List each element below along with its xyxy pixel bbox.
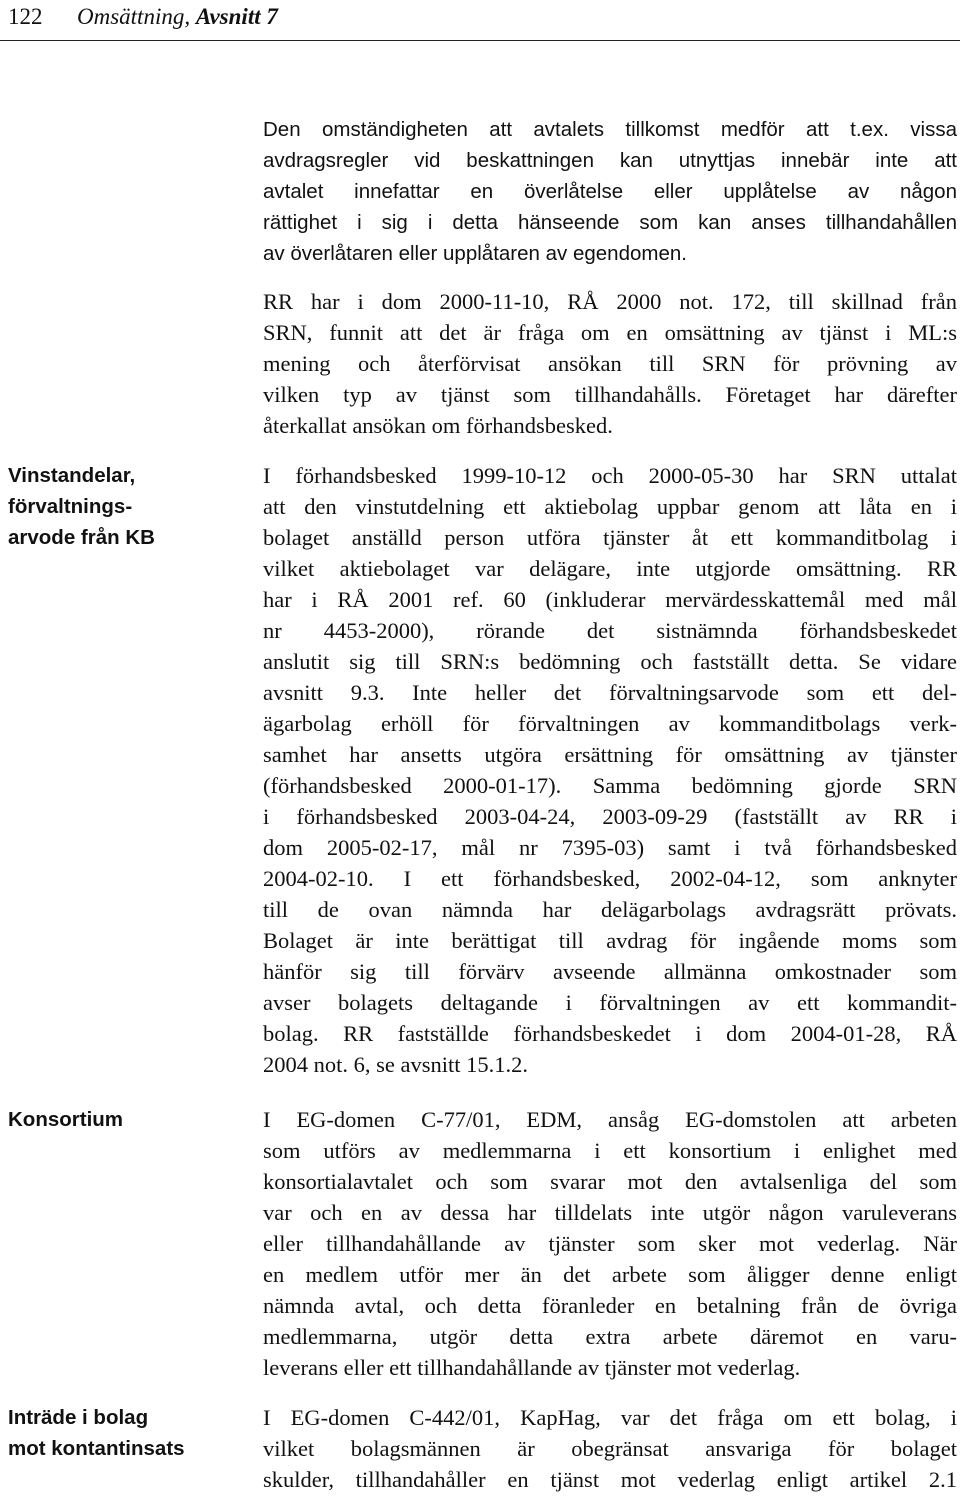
paragraph-4 <box>263 1104 957 1383</box>
sidenote-line: Konsortium <box>8 1108 124 1131</box>
sidenote-konsortium <box>8 1104 248 1135</box>
text-line: var och en av dessa har tilldelats inte utgör någon varuleverans <box>263 1200 957 1225</box>
text-line: RR har i dom 2000-11-10, RÅ 2000 not. 172, till skillnad från <box>263 289 957 314</box>
text-line: 2004 not. 6, se avsnitt 15.1.2. <box>263 1052 528 1077</box>
page-number: 122 <box>8 4 43 29</box>
text-line: I EG-domen C-442/01, KapHag, var det fråga om ett bolag, i <box>263 1405 957 1430</box>
paragraph-5 <box>263 1402 957 1495</box>
text-line: avser bolagets deltagande i förvaltningen av ett kommandit- <box>263 990 957 1015</box>
text-line: nr 4453-2000), rörande det sistnämnda förhandsbeskedet <box>263 618 957 643</box>
running-header <box>8 2 278 32</box>
text-line: har i RÅ 2001 ref. 60 (inkluderar mervärdesskattemål med mål <box>263 587 957 612</box>
text-line: avtalet innefattar en överlåtelse eller upplåtelse av någon <box>263 180 957 203</box>
sidenote-line: förvaltnings- <box>8 495 133 518</box>
text-line: en medlem utför mer än det arbete som åligger denne enligt <box>263 1262 957 1287</box>
text-line: (förhandsbesked 2000-01-17). Samma bedömning gjorde SRN <box>263 773 957 798</box>
text-line: till de ovan nämnda har delägarbolags avdragsrätt prövats. <box>263 897 957 922</box>
text-line: ägarbolag erhöll för förvaltningen av kommanditbolags verk- <box>263 711 957 736</box>
sidenote-line: Vinstandelar, <box>8 464 136 487</box>
text-line: leverans eller ett tillhandahållande av tjänster mot vederlag. <box>263 1355 801 1380</box>
text-line: av överlåtaren eller upplåtaren av egendomen. <box>263 242 687 265</box>
text-line: dom 2005-02-17, mål nr 7395-03) samt i två förhandsbesked <box>263 835 957 860</box>
text-line: medlemmarna, utgör detta extra arbete däremot en varu- <box>263 1324 957 1349</box>
text-line: avsnitt 9.3. Inte heller det förvaltningsarvode som ett del- <box>263 680 957 705</box>
text-line: att den vinstutdelning ett aktiebolag uppbar genom att låta en i <box>263 494 957 519</box>
text-line: Den omständigheten att avtalets tillkomst medför att t.ex. vissa <box>263 118 957 141</box>
text-line: vilken typ av tjänst som tillhandahålls. Företaget har därefter <box>263 382 957 407</box>
text-line: 2004-02-10. I ett förhandsbesked, 2002-04-12, som anknyter <box>263 866 957 891</box>
sidenote-vinstandelar <box>8 460 248 553</box>
sidenote-line: arvode från KB <box>8 526 155 549</box>
text-line: mening och återförvisat ansökan till SRN för prövning av <box>263 351 957 376</box>
paragraph-2 <box>263 286 957 441</box>
text-line: eller tillhandahållande av tjänster som sker mot vederlag. När <box>263 1231 957 1256</box>
text-line: skulder, tillhandahåller en tjänst mot vederlag enligt artikel 2.1 <box>263 1467 957 1492</box>
text-line: Bolaget är inte berättigat till avdrag för ingående moms som <box>263 928 957 953</box>
sidenote-line: Inträde i bolag <box>8 1406 149 1429</box>
header-rule <box>0 40 960 41</box>
text-line: nämnda avtal, och detta föranleder en betalning från de övriga <box>263 1293 957 1318</box>
paragraph-1 <box>263 114 957 269</box>
text-line: avdragsregler vid beskattningen kan utnyttjas innebär inte att <box>263 149 957 172</box>
section-title: Avsnitt 7 <box>195 4 278 29</box>
text-line: i förhandsbesked 2003-04-24, 2003-09-29 (fastställt av RR i <box>263 804 957 829</box>
chapter-title: Omsättning, <box>77 4 191 29</box>
paragraph-3 <box>263 460 957 1080</box>
text-line: anslutit sig till SRN:s bedömning och fastställt detta. Se vidare <box>263 649 957 674</box>
text-line: konsortialavtalet och som svarar mot den avtalsenliga del som <box>263 1169 957 1194</box>
text-line: bolaget anställd person utföra tjänster åt ett kommanditbolag i <box>263 525 957 550</box>
text-line: vilket bolagsmännen är obegränsat ansvariga för bolaget <box>263 1436 957 1461</box>
text-line: som utförs av medlemmarna i ett konsortium i enlighet med <box>263 1138 957 1163</box>
text-line: samhet har ansetts utgöra ersättning för omsättning av tjänster <box>263 742 957 767</box>
text-line: I förhandsbesked 1999-10-12 och 2000-05-30 har SRN uttalat <box>263 463 957 488</box>
text-line: hänför sig till förvärv avseende allmänna omkostnader som <box>263 959 957 984</box>
text-line: vilket aktiebolaget var delägare, inte utgjorde omsättning. RR <box>263 556 957 581</box>
text-line: återkallat ansökan om förhandsbesked. <box>263 413 613 438</box>
text-line: bolag. RR fastställde förhandsbeskedet i dom 2004-01-28, RÅ <box>263 1021 957 1046</box>
sidenote-intrade <box>8 1402 248 1464</box>
sidenote-line: mot kontantinsats <box>8 1437 185 1460</box>
text-line: rättighet i sig i detta hänseende som kan anses tillhandahållen <box>263 211 957 234</box>
text-line: I EG-domen C-77/01, EDM, ansåg EG-domstolen att arbeten <box>263 1107 957 1132</box>
text-line: SRN, funnit att det är fråga om en omsättning av tjänst i ML:s <box>263 320 957 345</box>
